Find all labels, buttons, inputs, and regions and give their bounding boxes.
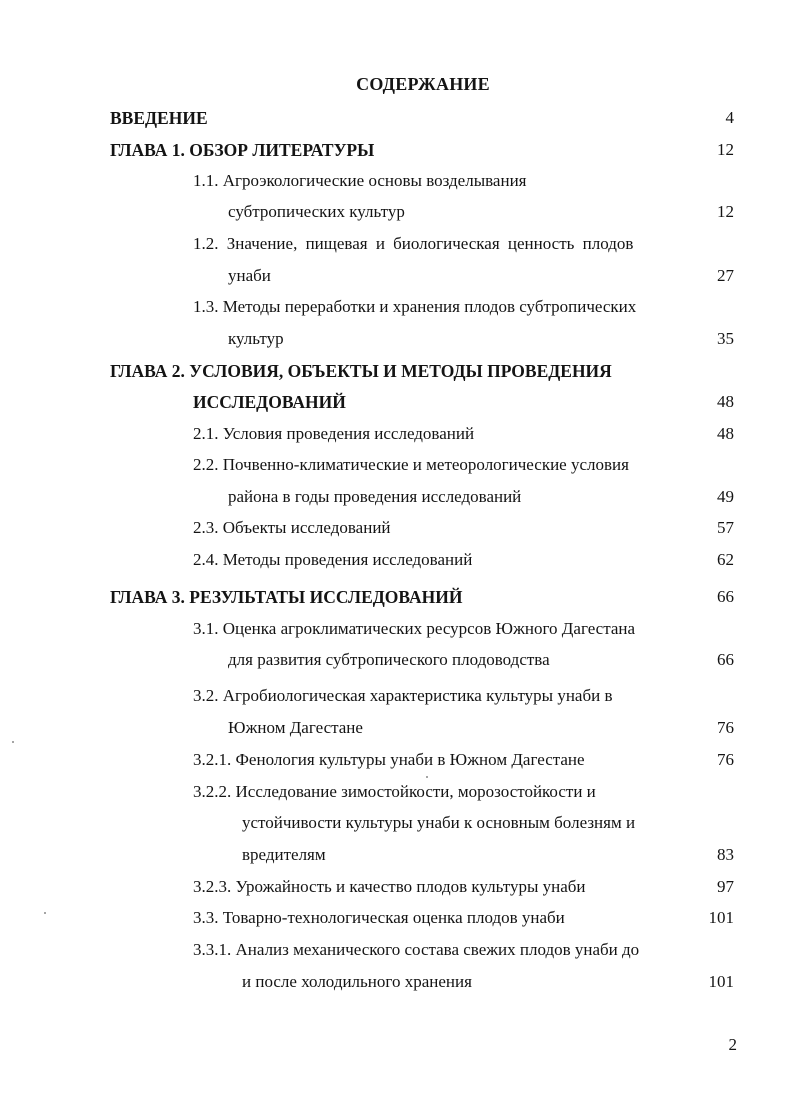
toc-entry-page: 76 xyxy=(717,750,734,769)
toc-entry-page: 48 xyxy=(717,424,734,443)
toc-entry-text: 1.1. Агроэкологические основы возделывания xyxy=(193,171,527,190)
toc-entry-text: 3.2.1. Фенология культуры унаби в Южном Дагестане xyxy=(193,750,585,769)
toc-entry-page: 35 xyxy=(717,329,734,348)
toc-entry-text: 2.2. Почвенно-климатические и метеорологические условия xyxy=(193,455,629,474)
toc-entry-text: ИССЛЕДОВАНИЙ xyxy=(193,392,346,412)
toc-entry-page: 76 xyxy=(717,718,734,737)
toc-entry-text: ГЛАВА 2. УСЛОВИЯ, ОБЪЕКТЫ И МЕТОДЫ ПРОВЕДЕНИЯ xyxy=(110,361,612,381)
toc-entry-text: ГЛАВА 1. ОБЗОР ЛИТЕРАТУРЫ xyxy=(110,140,375,160)
toc-entry-text: 2.1. Условия проведения исследований xyxy=(193,424,475,443)
toc-entry-text: 3.1. Оценка агроклиматических ресурсов Южного Дагестана xyxy=(193,619,636,638)
scan-speck xyxy=(12,741,14,743)
toc-entry-page: 12 xyxy=(717,140,734,159)
toc-entry-text: культур xyxy=(228,329,284,348)
toc-entry-text: района в годы проведения исследований xyxy=(228,487,522,506)
toc-entry-page: 62 xyxy=(717,550,734,569)
scan-speck xyxy=(44,912,46,914)
toc-entry-text: ГЛАВА 3. РЕЗУЛЬТАТЫ ИССЛЕДОВАНИЙ xyxy=(110,587,463,607)
toc-entry-text: Южном Дагестане xyxy=(228,718,363,737)
toc-entry-text: 3.3. Товарно-технологическая оценка плодов унаби xyxy=(193,908,565,927)
toc-entry-page: 101 xyxy=(708,972,734,991)
toc-entry-text: и после холодильного хранения xyxy=(242,972,472,991)
toc-entry-text: 3.2. Агробиологическая характеристика культуры унаби в xyxy=(193,686,613,705)
toc-entry-page: 12 xyxy=(717,202,734,221)
toc-entry-page: 83 xyxy=(717,845,734,864)
toc-entry-text: вредителям xyxy=(242,845,326,864)
toc-entry-text: 3.2.2. Исследование зимостойкости, морозостойкости и xyxy=(193,782,596,801)
scan-speck xyxy=(426,776,428,778)
toc-entry-page: 27 xyxy=(717,266,734,285)
toc-entry-text: 1.2. Значение, пищевая и биологическая ценность плодов xyxy=(193,234,634,253)
toc-entry-page: 4 xyxy=(725,108,734,127)
toc-entry-page: 57 xyxy=(717,518,734,537)
page-number: 2 xyxy=(728,1035,737,1054)
toc-entry-text: устойчивости культуры унаби к основным болезням и xyxy=(242,813,636,832)
toc-entry-page: 66 xyxy=(717,650,734,669)
toc-entry-text: 3.2.3. Урожайность и качество плодов культуры унаби xyxy=(193,877,586,896)
toc-entry-page: 101 xyxy=(708,908,734,927)
toc-entry-page: 48 xyxy=(717,392,734,411)
toc-entry-text: ВВЕДЕНИЕ xyxy=(110,108,208,128)
toc-entry-text: 2.3. Объекты исследований xyxy=(193,518,391,537)
toc-entry-page: 49 xyxy=(717,487,734,506)
toc-entry-text: субтропических культур xyxy=(228,202,405,221)
toc-entry-text: 3.3.1. Анализ механического состава свежих плодов унаби до xyxy=(193,940,640,959)
toc-title: СОДЕРЖАНИЕ xyxy=(356,74,490,94)
toc-entry-text: унаби xyxy=(228,266,271,285)
toc-entry-page: 66 xyxy=(717,587,734,606)
toc-entry-text: 1.3. Методы переработки и хранения плодов субтропических xyxy=(193,297,637,316)
toc-entry-text: для развития субтропического плодоводства xyxy=(228,650,550,669)
toc-entry-page: 97 xyxy=(717,877,734,896)
toc-entry-text: 2.4. Методы проведения исследований xyxy=(193,550,473,569)
